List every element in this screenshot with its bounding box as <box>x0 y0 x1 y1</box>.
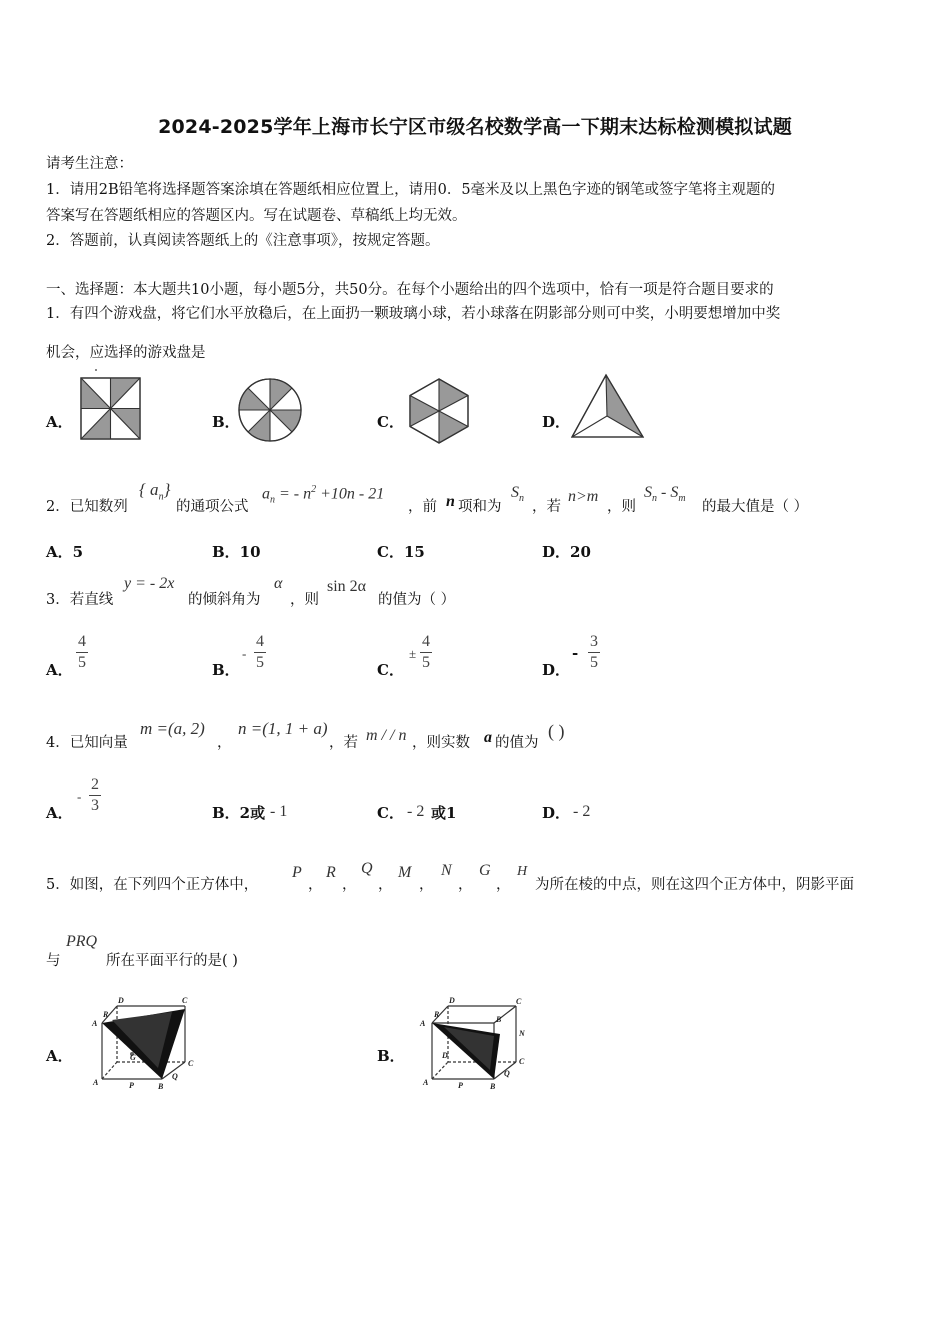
q5b-label-a: A <box>423 1078 429 1087</box>
notice-line-1a: 1．请用2B铅笔将选择题答案涂填在答题纸相应位置上，请用0．5毫米及以上黑色字迹的钢笔或签字笔将主观题的 <box>46 182 776 198</box>
q1-line-2: 机会，应选择的游戏盘是 <box>46 345 206 361</box>
q3-option-b-label: B． <box>212 661 240 679</box>
q5b-label-b1: B <box>496 1015 502 1024</box>
q5b-label-n: N <box>519 1029 525 1038</box>
q3-text-then: ，则 <box>290 592 319 608</box>
q5-point-r: R <box>326 864 336 881</box>
q4-text-if: ，若 <box>329 735 358 751</box>
q1-option-a-label: A． <box>46 413 73 431</box>
q3-option-a-label: A． <box>46 661 73 679</box>
q5-point-g: G <box>479 862 491 879</box>
q5-line-2-end: 所在平面平行的是( ) <box>106 953 238 969</box>
q2-condition: n>m <box>568 488 599 505</box>
q5-cube-b <box>420 996 530 1092</box>
q2-option-c: C．15 <box>377 543 425 561</box>
q3-alpha: α <box>274 575 283 592</box>
q1-option-b-label: B． <box>212 413 240 431</box>
q5b-label-p: P <box>458 1081 463 1090</box>
q4-option-c-tail: 或1 <box>431 804 457 822</box>
q5-sep-2: ， <box>342 877 357 893</box>
q3-text-angle: 的倾斜角为 <box>188 592 261 608</box>
q5b-label-q: Q <box>504 1069 510 1078</box>
q2-text-front: ，前 <box>408 499 437 515</box>
q5a-label-a1: A <box>92 1019 98 1028</box>
page-title: 2024-2025学年上海市长宁区市级名校数学高一下期末达标检测模拟试题 <box>158 116 792 138</box>
q2-formula: $a_n$ = - $n^2 +10n - 21$ <box>262 484 385 506</box>
q1-board-hexagon <box>410 378 470 444</box>
q5a-label-r: R <box>103 1010 109 1019</box>
notice-line-1b: 答案写在答题纸相应的答题区内。写在试题卷、草稿纸上均无效。 <box>46 208 467 224</box>
q3-line-equation: y = - 2x <box>124 575 175 592</box>
q5a-label-d1: D <box>118 996 124 1005</box>
q2-option-a: A．5 <box>46 543 84 561</box>
q5-line-2-start: 与 <box>46 953 61 969</box>
q5b-label-b: B <box>490 1082 496 1091</box>
q4-parallel: m / / n <box>366 727 407 744</box>
q4-a: a <box>484 729 492 746</box>
q5-point-q: Q <box>361 860 373 877</box>
q5a-label-q: Q <box>172 1072 178 1081</box>
notice-heading: 请考生注意： <box>46 156 133 172</box>
q4-comma: ， <box>217 735 232 751</box>
q3-prefix: 3．若直线 <box>46 592 114 608</box>
q5a-label-c: C <box>188 1059 194 1068</box>
q2-sequence: { $a_n$} <box>139 480 171 503</box>
q5-sep-4: ， <box>419 877 434 893</box>
q3-option-d-value: $\frac{3}{5}$ <box>590 633 598 671</box>
q2-text-then: ，则 <box>607 499 636 515</box>
q2-n: n <box>446 493 455 510</box>
q4-option-a-value: $\frac{2}{3}$ <box>91 776 99 814</box>
q4-option-a-sign: - <box>77 789 82 804</box>
q3-option-c-value: $\frac{4}{5}$ <box>422 633 430 671</box>
q5b-label-a1: A <box>420 1019 426 1028</box>
q5-option-a-label: A． <box>46 1047 73 1065</box>
q5-option-b-label: B． <box>377 1047 405 1065</box>
section-heading: 一、选择题：本大题共10小题，每小题5分，共50分。在每个小题给出的四个选项中，恰有一项是符合题目要求的 <box>46 282 774 298</box>
q3-option-a-value: $\frac{4}{5}$ <box>78 633 86 671</box>
q5b-label-c: C <box>519 1057 525 1066</box>
q5a-label-b: B <box>158 1082 164 1091</box>
q1-line-1: 1．有四个游戏盘，将它们水平放稳后，在上面扔一颗玻璃小球，若小球落在阴影部分则可中奖，小明要想增加中奖 <box>46 306 781 322</box>
q4-vector-n: n =(1, 1 + a) <box>238 719 328 738</box>
q3-option-c-sign: ± <box>409 646 417 661</box>
q2-option-d: D．20 <box>542 543 591 561</box>
q3-option-d-label: D． <box>542 661 571 679</box>
q5-point-h: H <box>517 864 528 879</box>
q5a-label-a: A <box>93 1078 99 1087</box>
q5a-label-p: P <box>129 1081 134 1090</box>
q2-text-max: 的最大值是（ ） <box>702 499 809 515</box>
q2-sn: $S_n$ <box>511 484 524 505</box>
q5-sep-1: ， <box>308 877 323 893</box>
q3-option-d-sign: - <box>572 644 579 662</box>
q5-cube-a <box>92 996 198 1092</box>
q1-board-triangle <box>571 374 645 440</box>
q4-option-d-value: - 2 <box>573 803 591 820</box>
q4-option-b-label: B．2或 <box>212 804 266 822</box>
q5-prefix: 5．如图，在下列四个正方体中， <box>46 877 259 893</box>
q5a-label-g: G <box>130 1053 136 1062</box>
q4-option-c-value: - 2 <box>407 803 425 820</box>
q4-text-value: 的值为 <box>495 735 539 751</box>
q5-text-rest: 为所在棱的中点，则在这四个正方体中，阴影平面 <box>535 877 854 893</box>
q1-option-c-label: C． <box>377 413 404 431</box>
q5-point-p: P <box>292 864 302 881</box>
q5-point-m: M <box>398 864 412 881</box>
q1-option-d-label: D． <box>542 413 571 431</box>
q2-text-if: ，若 <box>532 499 561 515</box>
q3-text-value: 的值为（ ） <box>378 592 456 608</box>
q5-sep-5: ， <box>458 877 473 893</box>
q4-text-real: ，则实数 <box>412 735 470 751</box>
q4-option-a-label: A． <box>46 804 73 822</box>
q5b-label-r: R <box>434 1010 440 1019</box>
notice-line-2: 2．答题前，认真阅读答题纸上的《注意事项》，按规定答题。 <box>46 233 440 249</box>
q3-option-c-label: C． <box>377 661 404 679</box>
q2-text-formula: 的通项公式 <box>176 499 249 515</box>
q1-board-circle <box>238 378 302 442</box>
q2-difference: $S_n - S_m$ <box>644 484 686 505</box>
q4-answer-paren: ( ) <box>548 721 565 741</box>
q3-sin: sin 2α <box>327 578 367 595</box>
q2-text-sum: 项和为 <box>458 499 502 515</box>
q4-option-b-value: - 1 <box>270 803 288 820</box>
q4-option-c-label: C． <box>377 804 404 822</box>
q5-plane-prq: PRQ <box>66 933 98 950</box>
q2-option-b: B．10 <box>212 543 261 561</box>
q5-point-n: N <box>441 862 452 879</box>
q5a-label-c1: C <box>182 996 188 1005</box>
q4-vector-m: m =(a, 2) <box>140 719 205 738</box>
q3-option-b-value: $\frac{4}{5}$ <box>256 633 264 671</box>
q5-sep-6: ， <box>496 877 511 893</box>
q5b-label-c1: C <box>516 997 522 1006</box>
q1-board-square <box>80 376 142 440</box>
q2-prefix: 2．已知数列 <box>46 499 128 515</box>
q5-sep-3: ， <box>378 877 393 893</box>
q5b-label-d1: D <box>449 996 455 1005</box>
q4-option-d-label: D． <box>542 804 571 822</box>
q3-option-b-sign: - <box>242 646 247 661</box>
q5b-label-d: D <box>442 1051 448 1060</box>
q4-prefix: 4．已知向量 <box>46 735 128 751</box>
